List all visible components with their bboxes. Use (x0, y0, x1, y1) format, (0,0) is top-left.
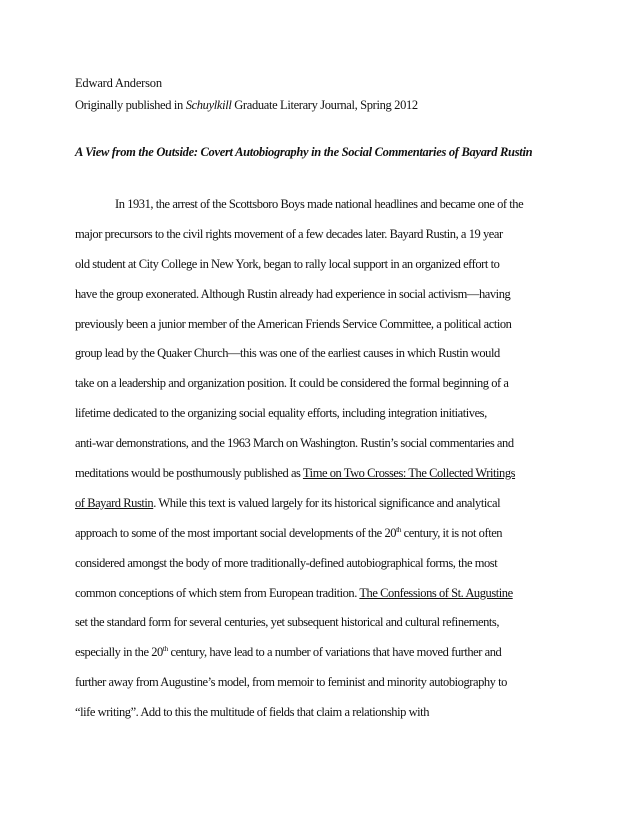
body-text: . While this text is valued largely for its historical significance and analytical (153, 495, 501, 510)
body-line: set the standard form for several centuries, yet subsequent historical and cultural refinements, (75, 615, 499, 630)
body-text: especially in the 20 (75, 645, 163, 660)
body-line: In 1931, the arrest of the Scottsboro Boys made national headlines and became one of the (115, 197, 524, 211)
body-line: anti-war demonstrations, and the 1963 March on Washington. Rustin’s social commentaries and (75, 436, 514, 451)
body-line: major precursors to the civil rights movement of a few decades later. Bayard Rustin, a 19 year (75, 226, 503, 241)
body-line: old student at City College in New York, began to rally local support in an organized effort to (75, 256, 500, 271)
body-line: group lead by the Quaker Church—this was one of the earliest causes in which Rustin would (75, 346, 500, 361)
body-text: common conceptions of which stem from European tradition. (75, 585, 360, 600)
body-line (75, 525, 575, 555)
book-title-time-on-two-crosses: Time on Two Crosses: The Collected Writings (302, 466, 516, 481)
book-title-confessions: The Confessions of St. Augustine (359, 585, 513, 600)
body-text: approach to some of the most important social developments of the 20 (75, 525, 397, 540)
body-line: “life writing”. Add to this the multitude of fields that claim a relationship with (75, 705, 429, 720)
body-text: meditations would be posthumously published as (75, 466, 303, 481)
book-title-continuation: of Bayard Rustin (75, 495, 154, 510)
essay-title: A View from the Outside: Covert Autobiography in the Social Commentaries of Bayard Rustin (75, 145, 533, 159)
body-text: century, have lead to a number of variations that have moved further and (167, 645, 502, 660)
body-line: take on a leadership and organization position. It could be considered the formal beginning of a (75, 376, 509, 391)
essay-body (75, 196, 575, 734)
publication-line (75, 98, 418, 113)
journal-name: Schuylkill (185, 98, 232, 112)
body-line: previously been a junior member of the American Friends Service Committee, a political action (75, 316, 512, 331)
ordinal-suffix: th (396, 524, 401, 534)
ordinal-suffix: th (162, 644, 168, 654)
body-text: century, it is not often (401, 525, 503, 540)
publication-suffix: Graduate Literary Journal, Spring 2012 (231, 98, 418, 112)
body-line (75, 644, 575, 674)
body-line (75, 495, 575, 525)
body-line: lifetime dedicated to the organizing social equality efforts, including integration initiatives, (75, 406, 487, 421)
body-line: further away from Augustine’s model, from memoir to feminist and minority autobiography to (75, 675, 507, 690)
body-line: considered amongst the body of more traditionally-defined autobiographical forms, the most (75, 555, 498, 570)
body-line (75, 585, 575, 615)
author-name: Edward Anderson (75, 76, 162, 90)
body-line: have the group exonerated. Although Rustin already had experience in social activism—having (75, 286, 511, 301)
publication-prefix: Originally published in (75, 98, 186, 112)
body-line (75, 465, 575, 495)
